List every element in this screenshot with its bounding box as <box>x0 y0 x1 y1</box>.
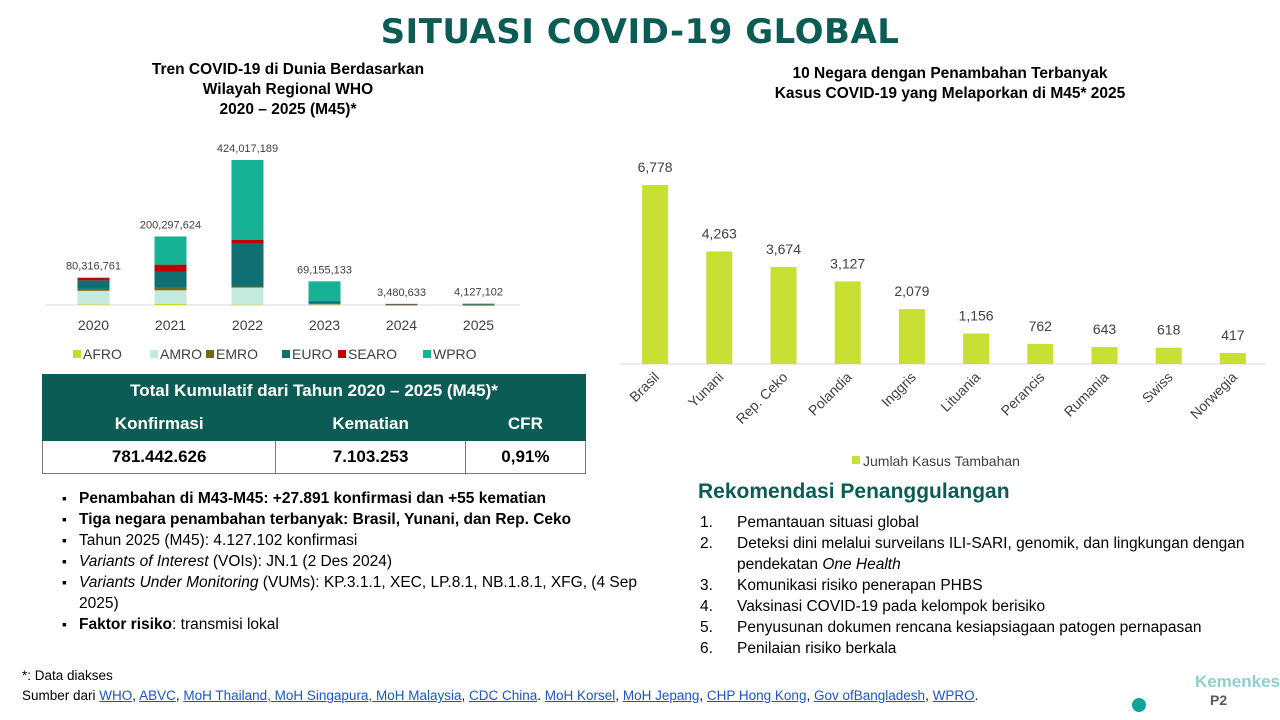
key-point <box>62 572 642 614</box>
header-kematian: Kematian <box>276 408 465 441</box>
bar <box>771 267 797 364</box>
source-link-moh-asean[interactable]: MoH Thailand, MoH Singapura, MoH Malaysia <box>183 688 462 703</box>
x-tick-label: Swiss <box>1138 368 1176 406</box>
bar-segment-euro <box>155 271 187 287</box>
x-tick-label: Rumania <box>1060 368 1112 420</box>
legend-swatch <box>206 350 214 358</box>
page-title: SITUASI COVID-19 GLOBAL <box>380 12 900 52</box>
legend-label: EMRO <box>216 346 258 362</box>
source-prefix: Sumber dari <box>22 688 100 703</box>
value-cfr: 0,91% <box>465 441 585 474</box>
bar-segment-wpro <box>309 281 341 301</box>
source-link-moh-korsel[interactable]: MoH Korsel <box>544 688 616 703</box>
bar <box>1027 344 1053 364</box>
data-label: 2,079 <box>894 283 930 300</box>
bar-segment-searo <box>155 265 187 272</box>
bar-segment-wpro <box>155 237 187 265</box>
recommendation-italic: One Health <box>822 556 901 573</box>
bar <box>899 309 925 364</box>
bar <box>1092 347 1118 364</box>
right-chart-title-line: 10 Negara dengan Penambahan Terbanyak <box>792 65 1108 82</box>
bar-segment-wpro <box>386 304 418 305</box>
key-point-text: Tahun 2025 (M45): 4.127.102 konfirmasi <box>79 532 358 549</box>
recommendation-title: Rekomendasi Penanggulangan <box>698 480 1010 503</box>
key-point-text: (VOIs): JN.1 (2 Des 2024) <box>208 553 393 570</box>
legend-label: EURO <box>292 346 333 362</box>
recommendation-number: 1. <box>700 514 713 531</box>
key-points-list <box>62 488 642 635</box>
recommendation-item <box>700 575 1252 596</box>
recommendation-text: Deteksi dini melalui surveilans ILI-SARI, genomik, dan lingkungan dengan pendekatan <box>737 535 1245 573</box>
key-point <box>62 488 642 509</box>
bar-segment-searo <box>78 278 110 281</box>
legend-label: Jumlah Kasus Tambahan <box>863 453 1020 469</box>
data-label: 6,778 <box>637 159 673 175</box>
legend-swatch <box>423 350 431 358</box>
recommendation-number: 5. <box>700 619 713 636</box>
bar-segment-wpro <box>463 304 495 305</box>
recommendation-item <box>700 617 1252 638</box>
right-chart-title-line: Kasus COVID-19 yang Melaporkan di M45* 2025 <box>774 85 1126 102</box>
source-separator: , <box>461 688 469 703</box>
key-point-text: (VUMs): KP.3.1.1, XEC, LP.8.1, NB.1.8.1, XFG, (4 Sep 2025) <box>79 574 637 612</box>
x-tick-label: Rep. Ceko <box>732 368 791 427</box>
source-separator: . <box>974 688 979 703</box>
bar-segment-afro <box>78 304 110 305</box>
data-label: 4,263 <box>701 225 737 242</box>
bar-total-label: 4,127,102 <box>454 286 503 299</box>
right-chart-title <box>700 64 1200 104</box>
bar-total-label: 69,155,133 <box>296 264 353 277</box>
bar-segment-searo <box>309 301 341 302</box>
bar-segment-amro <box>78 291 110 305</box>
bar <box>835 281 861 364</box>
logo-text: Kemenkes <box>1194 672 1280 691</box>
x-tick-label: Norwegia <box>1186 368 1241 422</box>
key-point-text: Tiga negara penambahan terbanyak: Brasil, Yunani, dan Rep. Ceko <box>79 511 572 528</box>
recommendation-text: Penyusunan dokumen rencana kesiapsiagaan patogen pernapasan <box>737 619 1202 636</box>
x-tick-label: Lituania <box>937 368 984 415</box>
recommendation-list <box>700 512 1252 659</box>
source-link-cdc-china[interactable]: CDC China <box>468 688 538 703</box>
legend-swatch <box>338 350 346 358</box>
bar-total-label: 424,017,189 <box>216 143 279 155</box>
data-label: 643 <box>1092 321 1117 338</box>
data-label: 3,674 <box>765 240 802 257</box>
bar-segment-emro <box>232 287 264 288</box>
footnote <box>22 666 978 706</box>
bar <box>963 333 989 364</box>
legend-swatch <box>73 350 81 358</box>
legend-label: AFRO <box>83 346 122 362</box>
source-link-who[interactable]: WHO <box>99 688 133 703</box>
key-point-italic: Variants of Interest <box>79 553 209 570</box>
value-konfirmasi: 781.442.626 <box>43 441 276 474</box>
bar-segment-emro <box>155 288 187 290</box>
recommendation-item <box>700 533 1252 575</box>
bar-total-label: 80,316,761 <box>65 260 122 273</box>
cumulative-table-title: Total Kumulatif dari Tahun 2020 – 2025 (M45)* <box>43 375 586 408</box>
bar-segment-afro <box>309 305 341 306</box>
recommendation-text: Pemantauan situasi global <box>737 514 919 531</box>
top-countries-chart <box>600 130 1280 475</box>
legend-label: AMRO <box>160 346 202 362</box>
key-point <box>62 551 642 572</box>
legend-swatch <box>282 350 290 358</box>
x-tick-label: Brasil <box>626 368 663 405</box>
x-tick-label: Polandia <box>804 368 855 419</box>
logo-mark <box>1132 698 1146 712</box>
recommendation-text: Komunikasi risiko penerapan PHBS <box>737 577 983 594</box>
legend-swatch <box>852 456 860 464</box>
cumulative-table <box>42 374 586 474</box>
bar-segment-searo <box>463 305 495 306</box>
bar-segment-afro <box>155 304 187 305</box>
x-tick-label: 2022 <box>231 317 264 333</box>
recommendation-number: 6. <box>700 640 713 657</box>
bar-segment-emro <box>78 289 110 291</box>
source-link-chp-hong-kong[interactable]: CHP Hong Kong <box>706 688 807 703</box>
x-tick-label: 2023 <box>308 317 341 333</box>
source-link-wpro[interactable]: WPRO <box>932 688 975 703</box>
legend-label: WPRO <box>433 346 477 362</box>
bar <box>1220 353 1246 364</box>
source-link-gov-bangladesh[interactable]: Gov ofBangladesh <box>813 688 926 703</box>
x-tick-label: 2020 <box>77 317 110 333</box>
source-separator: , <box>806 688 814 703</box>
legend-swatch <box>150 350 158 358</box>
source-link-abvc[interactable]: ABVC <box>139 688 176 703</box>
x-tick-label: Perancis <box>997 368 1048 419</box>
recommendation-number: 2. <box>700 535 713 552</box>
data-label: 417 <box>1221 326 1245 343</box>
key-point <box>62 614 642 635</box>
bar-segment-wpro <box>232 160 264 240</box>
left-chart-title-line: Tren COVID-19 di Dunia Berdasarkan <box>151 61 425 78</box>
bar-segment-searo <box>232 240 264 244</box>
bar-total-label: 3,480,633 <box>377 286 426 299</box>
key-point-italic: Variants Under Monitoring <box>79 574 259 591</box>
source-separator: , <box>132 688 140 703</box>
legend-label: SEARO <box>348 346 398 362</box>
header-cfr: CFR <box>465 408 585 441</box>
source-separator: , <box>925 688 933 703</box>
key-point <box>62 509 642 530</box>
x-tick-label: 2025 <box>462 317 495 333</box>
recommendation-item <box>700 512 1252 533</box>
recommendation-item <box>700 638 1252 659</box>
source-separator: , <box>175 688 184 703</box>
source-line <box>22 686 978 706</box>
data-label: 3,127 <box>830 255 866 272</box>
data-label: 618 <box>1157 321 1181 338</box>
regional-trend-chart <box>40 135 540 370</box>
x-tick-label: 2024 <box>385 317 418 333</box>
header-konfirmasi: Konfirmasi <box>43 408 276 441</box>
key-point <box>62 530 642 551</box>
recommendation-text: Penilaian risiko berkala <box>737 640 897 657</box>
left-chart-title <box>88 60 488 120</box>
recommendation-item <box>700 596 1252 617</box>
bar-segment-searo <box>386 304 418 305</box>
key-point-text: : transmisi lokal <box>172 616 279 633</box>
bar-segment-euro <box>232 243 264 286</box>
source-separator: , <box>615 688 623 703</box>
x-tick-label: 2021 <box>154 317 187 333</box>
recommendation-number: 4. <box>700 598 713 615</box>
bar <box>642 185 668 364</box>
bar-segment-amro <box>155 290 187 304</box>
value-kematian: 7.103.253 <box>276 441 465 474</box>
source-separator: , <box>699 688 707 703</box>
bar-segment-afro <box>232 305 264 306</box>
bar <box>706 251 732 364</box>
data-label: 1,156 <box>958 307 994 324</box>
bar-segment-emro <box>309 304 341 305</box>
left-chart-title-line: 2020 – 2025 (M45)* <box>219 101 357 118</box>
bar-segment-euro <box>78 280 110 289</box>
bar-total-label: 200,297,624 <box>139 219 202 232</box>
key-point-bold: Faktor risiko <box>79 616 173 633</box>
left-chart-title-line: Wilayah Regional WHO <box>202 81 374 98</box>
source-separator: . <box>537 688 545 703</box>
key-point-text: Penambahan di M43-M45: +27.891 konfirmasi dan +55 kematian <box>79 490 546 507</box>
data-label: 762 <box>1028 317 1052 334</box>
footnote-note: *: Data diakses <box>22 668 113 683</box>
recommendation-number: 3. <box>700 577 713 594</box>
source-link-moh-jepang[interactable]: MoH Jepang <box>622 688 700 703</box>
bar-segment-amro <box>232 288 264 305</box>
bar-segment-wpro <box>78 278 110 279</box>
logo-subtext: P2 <box>1210 692 1228 708</box>
bar <box>1156 348 1182 364</box>
x-tick-label: Yunani <box>684 368 727 411</box>
x-tick-label: Inggris <box>877 368 920 410</box>
recommendation-text: Vaksinasi COVID-19 pada kelompok berisiko <box>737 598 1046 615</box>
